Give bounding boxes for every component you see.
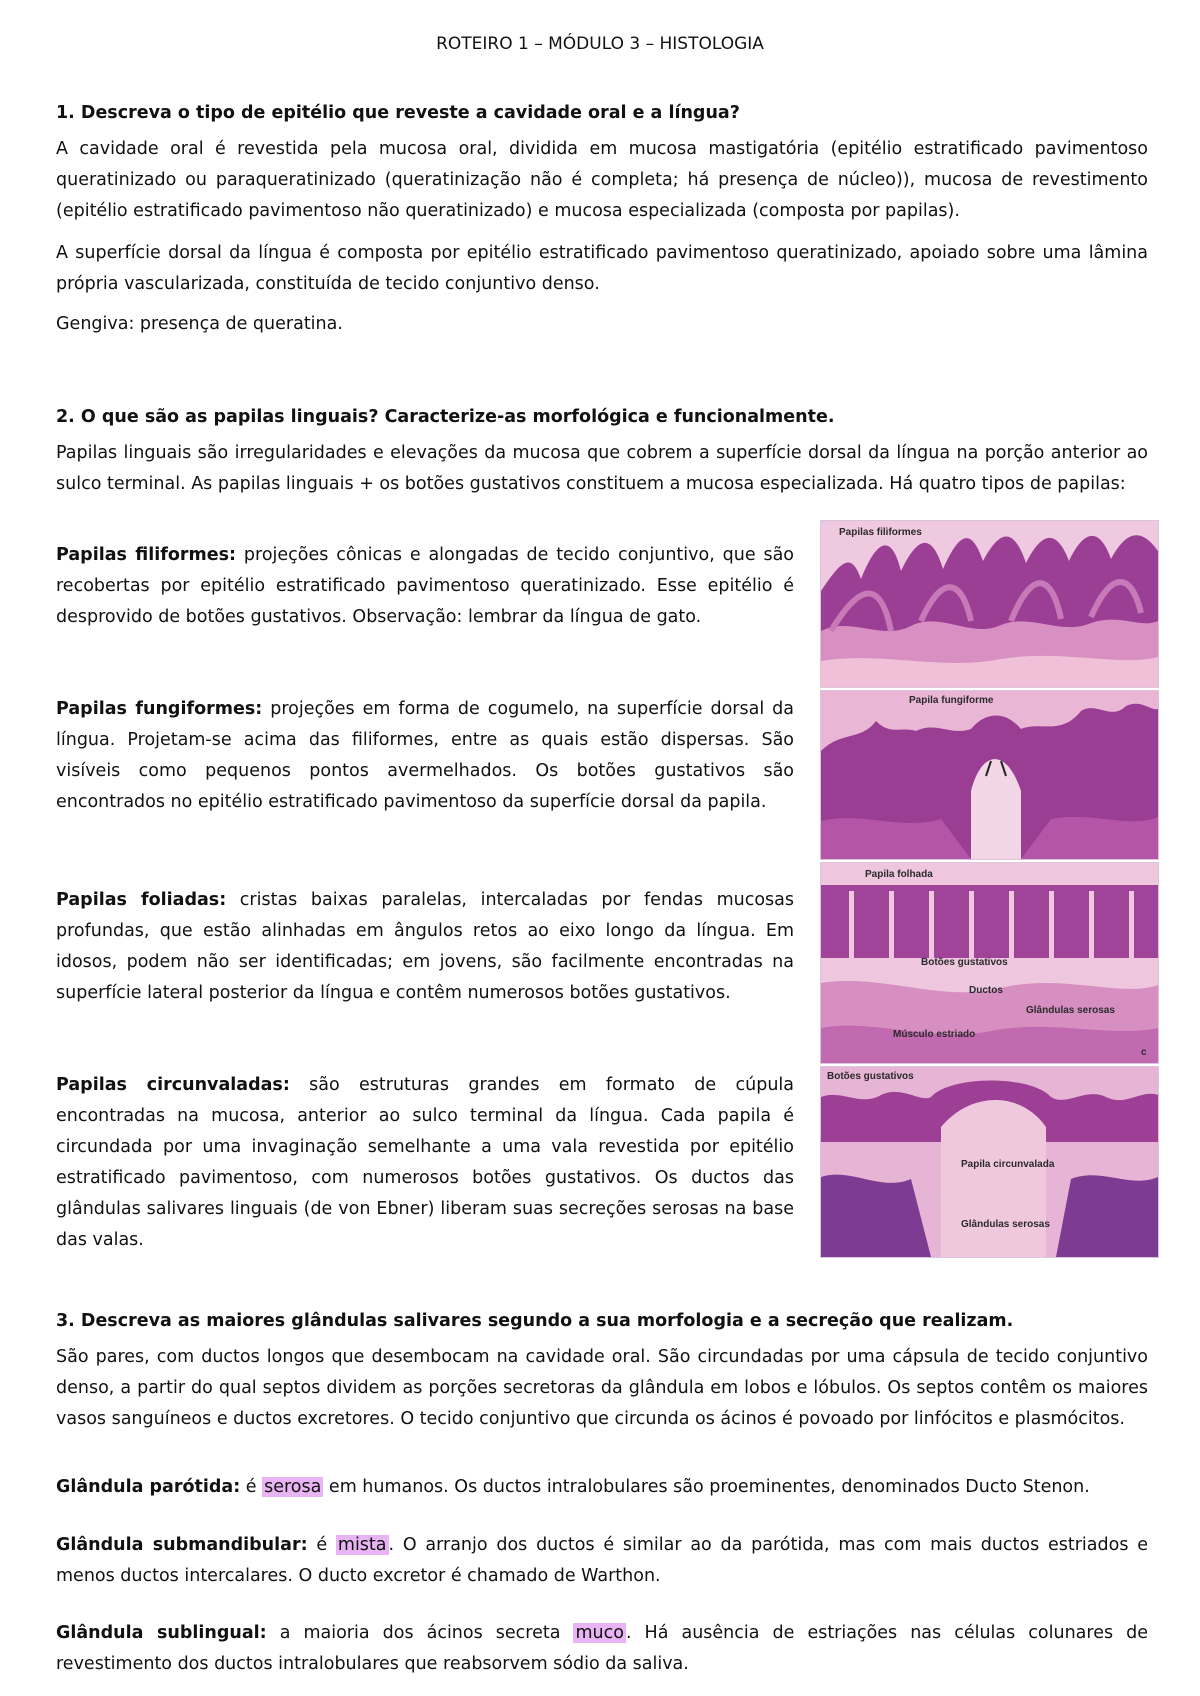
figure-label: Botões gustativos [921,957,1008,968]
histology-image-filiformes [820,520,1159,688]
histology-svg [821,863,1158,1063]
papila-desc: são estruturas grandes em formato de cúpula encontradas na mucosa, anterior ao sulco terminal da língua. Cada papila é circundada por uma invaginação semelhante a uma vala revestida por epitélio estratificado pavimentoso, com numerosos botões gustativos. Os ductos das glândulas salivares linguais (de von Ebner) liberam suas secreções serosas na base das valas. [56,1075,794,1250]
papila-term: Papilas filiformes: [56,545,237,565]
papila-term: Papilas foliadas: [56,890,227,910]
figure-label: Botões gustativos [827,1071,914,1082]
papila-circunvalada-text [56,1070,794,1256]
gland-text: . O arranjo dos ductos é similar ao da parótida, mas com mais ductos estriados e menos ductos intercalares. O ducto excretor é chamado de Warthon. [56,1535,1148,1586]
figure-label: Músculo estriado [893,1029,976,1040]
highlight-serosa: serosa [264,1477,322,1497]
histology-image-fungiforme [820,690,1159,860]
parotida-paragraph [56,1472,1148,1503]
figure-label: Papila circunvalada [961,1159,1055,1170]
papila-term: Papilas circunvaladas: [56,1075,290,1095]
q2-intro: Papilas linguais são irregularidades e elevações da mucosa que cobrem a superfície dorsal da língua na porção anterior ao sulco terminal. As papilas linguais + os botões gustativos constituem a mucosa especializada. Há quatro tipos de papilas: [56,443,1148,494]
gland-text: . Há ausência de estriações nas células colunares de revestimento dos ductos intralobulares que reabsorvem sódio da saliva. [56,1623,1148,1674]
papila-filiforme-text [56,540,794,633]
highlight-mista: mista [337,1535,387,1555]
papila-desc: cristas baixas paralelas, intercaladas por fendas mucosas profundas, que estão alinhadas em ângulos retos ao eixo longo da língua. Em idosos, podem não ser identificadas; em jovens, são facilmente encontradas na superfície lateral posterior da língua e contêm numerosos botões gustativos. [56,890,794,1003]
q3-intro: São pares, com ductos longos que desembocam na cavidade oral. São circundadas por uma cápsula de tecido conjuntivo denso, a partir do qual septos dividem as porções secretoras da glândula em lobos e lóbulos. Os septos contêm os maiores vasos sanguíneos e ductos excretores. O tecido conjuntivo que circunda os ácinos é povoado por linfócitos e plasmócitos. [56,1347,1148,1429]
papila-foliada-text [56,885,794,1009]
figure-label: Papilas filiformes [839,527,922,538]
sublingual-paragraph [56,1618,1148,1680]
q1-paragraph-3: Gengiva: presença de queratina. [56,314,343,334]
figure-label: Papila folhada [865,869,933,880]
figure-label: c [1141,1047,1147,1058]
question-2: 2. O que são as papilas linguais? Caracterize-as morfológica e funcionalmente. [56,407,835,427]
question-1: 1. Descreva o tipo de epitélio que reveste a cavidade oral e a língua? [56,103,740,123]
figure-label: Glândulas serosas [961,1219,1050,1230]
q1-paragraph-2: A superfície dorsal da língua é composta por epitélio estratificado pavimentoso queratinizado, apoiado sobre uma lâmina própria vascularizada, constituída de tecido conjuntivo denso. [56,243,1148,294]
submandibular-paragraph [56,1530,1148,1592]
histology-svg [821,521,1158,687]
figure-label: Glândulas serosas [1026,1005,1115,1016]
histology-image-circunvalada [820,1066,1159,1258]
gland-term: Glândula parótida: [56,1477,241,1497]
q1-paragraph-1: A cavidade oral é revestida pela mucosa oral, dividida em mucosa mastigatória (epitélio estratificado pavimentoso queratinizado ou paraqueratinizado (queratinização não é completa; há presença de núcleo)), mucosa de revestimento (epitélio estratificado pavimentoso não queratinizado) e mucosa especializada (composta por papilas). [56,139,1148,221]
gland-text: é [240,1477,263,1497]
histology-svg [821,691,1158,859]
papila-fungiforme-text [56,694,794,818]
papila-term: Papilas fungiformes: [56,699,263,719]
question-3: 3. Descreva as maiores glândulas salivares segundo a sua morfologia e a secreção que realizam. [56,1311,1014,1331]
histology-svg [821,1067,1158,1257]
highlight-muco: muco [575,1623,624,1643]
gland-term: Glândula sublingual: [56,1623,267,1643]
papila-desc: projeções cônicas e alongadas de tecido conjuntivo, que são recobertas por epitélio estratificado pavimentoso queratinizado. Esse epitélio é desprovido de botões gustativos. Observação: lembrar da língua de gato. [56,545,795,627]
gland-term: Glândula submandibular: [56,1535,308,1555]
papila-desc: projeções em forma de cogumelo, na superfície dorsal da língua. Projetam-se acima das filiformes, entre as quais estão dispersas. São visíveis como pequenos pontos avermelhados. Os botões gustativos são encontrados no epitélio estratificado pavimentoso da superfície dorsal da papila. [56,699,794,812]
gland-text: em humanos. Os ductos intralobulares são proeminentes, denominados Ducto Stenon. [323,1477,1090,1497]
gland-text: a maioria dos ácinos secreta [266,1623,574,1643]
figure-label: Ductos [969,985,1003,996]
page-title: ROTEIRO 1 – MÓDULO 3 – HISTOLOGIA [436,34,764,54]
gland-text: é [307,1535,336,1555]
histology-image-foliada [820,862,1159,1064]
figure-label: Papila fungiforme [909,695,994,706]
